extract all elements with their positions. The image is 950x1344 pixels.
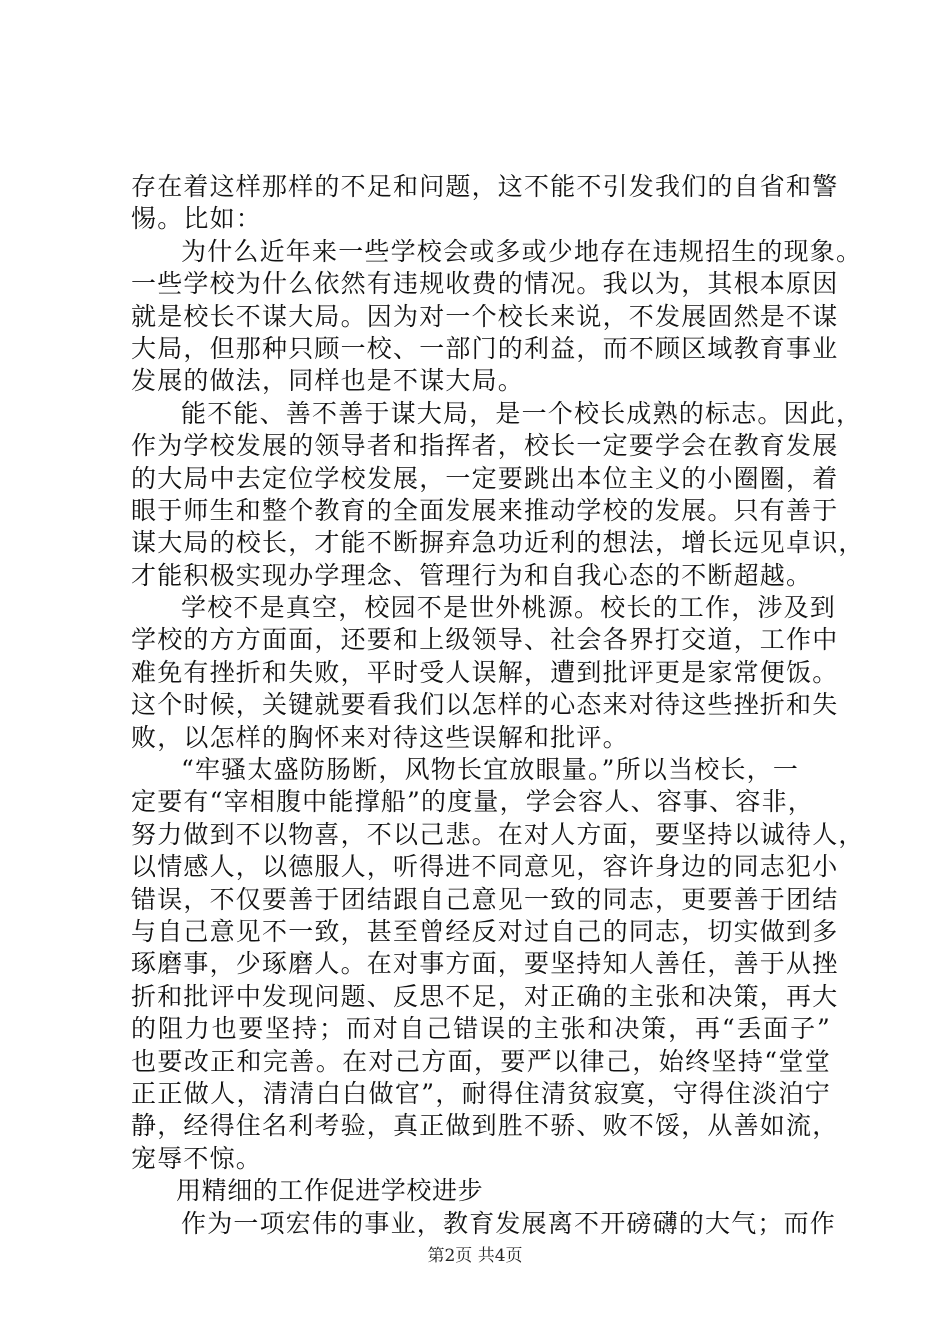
text-line: 谋大局的校长，才能不断摒弃急功近利的想法，增长远见卓识， bbox=[131, 528, 865, 558]
text-line: 难免有挫折和失败，平时受人误解，遭到批评更是家常便饭。 bbox=[131, 657, 839, 687]
text-line: 正正做人，清清白白做官”，耐得住清贫寂寞，守得住淡泊宁 bbox=[131, 1078, 831, 1108]
text-line: 败，以怎样的胸怀来对待这些误解和批评。 bbox=[131, 722, 629, 752]
text-line: 琢磨事，少琢磨人。在对事方面，要坚持知人善任，善于从挫 bbox=[131, 949, 839, 979]
text-line: 努力做到不以物喜，不以己悲。在对人方面，要坚持以诚待人， bbox=[131, 819, 865, 849]
text-line: 错误，不仅要善于团结跟自己意见一致的同志，更要善于团结 bbox=[131, 884, 839, 914]
text-line: 眼于师生和整个教育的全面发展来推动学校的发展。只有善于 bbox=[131, 495, 839, 525]
section-heading: 用精细的工作促进学校进步 bbox=[176, 1176, 484, 1206]
text-line: 一些学校为什么依然有违规收费的情况。我以为，其根本原因 bbox=[131, 269, 839, 299]
text-line: 以情感人，以德服人，听得进不同意见，容许身边的同志犯小 bbox=[131, 852, 839, 882]
text-line: 的阻力也要坚持；而对自己错误的主张和决策，再“丢面子” bbox=[131, 1014, 831, 1044]
text-line: 学校不是真空，校园不是世外桃源。校长的工作，涉及到 bbox=[181, 593, 837, 623]
text-line: 的大局中去定位学校发展，一定要跳出本位主义的小圈圈，着 bbox=[131, 463, 839, 493]
text-line: 与自己意见不一致，甚至曾经反对过自己的同志，切实做到多 bbox=[131, 916, 839, 946]
text-line: 才能积极实现办学理念、管理行为和自我心态的不断超越。 bbox=[131, 560, 813, 590]
text-line: 存在着这样那样的不足和问题，这不能不引发我们的自省和警 bbox=[131, 172, 839, 201]
text-line: 为什么近年来一些学校会或多或少地存在违规招生的现象。 bbox=[181, 236, 863, 266]
text-line: 能不能、善不善于谋大局，是一个校长成熟的标志。因此， bbox=[181, 398, 863, 428]
text-line: 静，经得住名利考验，真正做到胜不骄、败不馁，从善如流， bbox=[131, 1111, 839, 1141]
text-line: 发展的做法，同样也是不谋大局。 bbox=[131, 366, 525, 396]
text-line: 这个时候，关键就要看我们以怎样的心态来对待这些挫折和失 bbox=[131, 690, 839, 720]
text-line: 大局，但那种只顾一校、一部门的利益，而不顾区域教育事业 bbox=[131, 333, 839, 363]
text-line: 惕。比如： bbox=[131, 204, 263, 234]
text-line: 折和批评中发现问题、反思不足，对正确的主张和决策，再大 bbox=[131, 981, 839, 1011]
page-footer: 第2页 共4页 bbox=[427, 1246, 523, 1266]
text-line: “牢骚太盛防肠断，风物长宜放眼量。”所以当校长，一 bbox=[181, 755, 800, 785]
text-line: 宠辱不惊。 bbox=[131, 1143, 263, 1173]
document-body bbox=[131, 171, 865, 1240]
text-line: 作为一项宏伟的事业，教育发展离不开磅礴的大气；而作 bbox=[181, 1208, 837, 1238]
text-line: 作为学校发展的领导者和指挥者，校长一定要学会在教育发展 bbox=[131, 431, 839, 461]
text-line: 也要改正和完善。在对己方面，要严以律己，始终坚持“堂堂 bbox=[131, 1046, 831, 1076]
text-line: 就是校长不谋大局。因为对一个校长来说，不发展固然是不谋 bbox=[131, 301, 839, 331]
text-line: 学校的方方面面，还要和上级领导、社会各界打交道，工作中 bbox=[131, 625, 839, 655]
text-line: 定要有“宰相腹中能撑船”的度量，学会容人、容事、容非， bbox=[131, 787, 814, 817]
